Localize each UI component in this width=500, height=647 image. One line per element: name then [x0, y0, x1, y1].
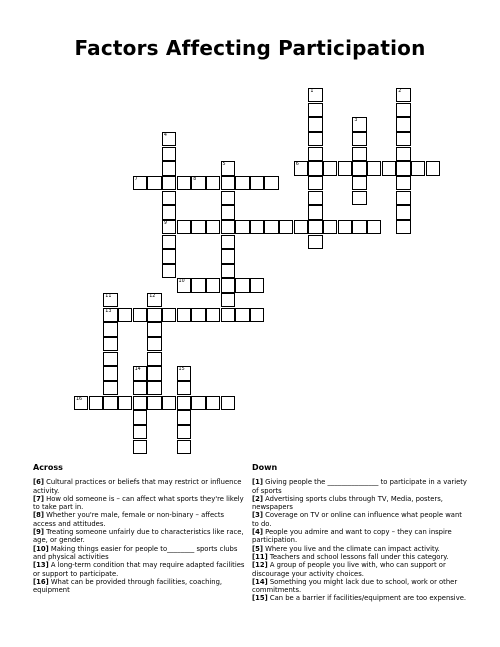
grid-cell[interactable] — [308, 103, 322, 117]
grid-cell[interactable] — [177, 366, 191, 380]
clue-number: 11 — [105, 294, 112, 300]
grid-cell[interactable] — [396, 103, 410, 117]
clue-label: [11] — [252, 552, 268, 561]
clue-label: [7] — [33, 494, 44, 503]
grid-cell[interactable] — [396, 147, 410, 161]
grid-cell[interactable] — [308, 220, 322, 234]
grid-cell[interactable] — [264, 220, 278, 234]
clue-text: Whether you're male, female or non-binary – affects access and attitudes. — [33, 511, 225, 528]
grid-cell[interactable] — [162, 396, 176, 410]
grid-cell[interactable] — [147, 293, 161, 307]
grid-cell[interactable] — [294, 220, 308, 234]
grid-cell[interactable] — [323, 161, 337, 175]
clue-number: 6 — [295, 162, 299, 168]
grid-cell[interactable] — [191, 176, 205, 190]
grid-cell[interactable] — [338, 220, 352, 234]
clue-text: Advertising sports clubs through TV, Media, posters, newspapers — [252, 494, 443, 512]
grid-cell[interactable] — [162, 161, 176, 175]
grid-cell[interactable] — [103, 366, 117, 380]
grid-cell[interactable] — [162, 235, 176, 249]
down-clue — [252, 511, 468, 528]
grid-cell[interactable] — [221, 191, 235, 205]
grid-cell[interactable] — [396, 176, 410, 190]
clue-text: Something you might lack due to school, work or other commitments. — [252, 577, 458, 595]
grid-cell[interactable] — [367, 161, 381, 175]
clue-number: 7 — [134, 176, 138, 182]
grid-cell[interactable] — [103, 381, 117, 395]
grid-cell[interactable] — [235, 308, 249, 322]
grid-cell[interactable] — [323, 220, 337, 234]
grid-cell[interactable] — [177, 220, 191, 234]
clue-label: [2] — [252, 494, 263, 503]
clue-text: Giving people the _______________ to participate in a variety of sports — [252, 478, 467, 495]
grid-cell[interactable] — [250, 176, 264, 190]
grid-cell[interactable] — [147, 322, 161, 336]
grid-cell[interactable] — [308, 117, 322, 131]
down-clue — [252, 578, 468, 595]
clue-label: [15] — [252, 594, 268, 603]
clue-text: A group of people you live with, who can support or discourage your activity choices. — [252, 561, 446, 578]
clue-label: [9] — [33, 528, 44, 537]
grid-cell[interactable] — [250, 308, 264, 322]
clue-number: 5 — [222, 162, 226, 168]
grid-cell[interactable] — [352, 117, 366, 131]
clue-number: 3 — [354, 118, 358, 124]
grid-cell[interactable] — [221, 176, 235, 190]
down-clue — [252, 495, 468, 512]
across-clue — [33, 578, 245, 595]
grid-cell[interactable] — [221, 161, 235, 175]
down-clue — [252, 594, 468, 602]
clue-text: Can be a barrier if facilities/equipment are too expensive. — [267, 594, 467, 603]
grid-cell[interactable] — [206, 278, 220, 292]
grid-cell[interactable] — [118, 396, 132, 410]
grid-cell[interactable] — [147, 176, 161, 190]
down-clue — [252, 478, 468, 495]
clue-text: Where you live and the climate can impact activity. — [262, 544, 440, 553]
grid-cell[interactable] — [133, 396, 147, 410]
grid-cell[interactable] — [396, 88, 410, 102]
clue-number: 9 — [163, 220, 167, 226]
grid-cell[interactable] — [382, 161, 396, 175]
down-clue — [252, 561, 468, 578]
puzzle-title: Factors Affecting Participation — [74, 36, 426, 60]
grid-cell[interactable] — [147, 337, 161, 351]
grid-cell[interactable] — [133, 425, 147, 439]
across-clue — [33, 478, 245, 495]
grid-cell[interactable] — [235, 220, 249, 234]
across-clue — [33, 511, 245, 528]
grid-cell[interactable] — [177, 278, 191, 292]
grid-cell[interactable] — [103, 308, 117, 322]
clue-number: 16 — [76, 396, 83, 402]
grid-cell[interactable] — [352, 191, 366, 205]
grid-cell[interactable] — [162, 205, 176, 219]
clue-text: Making things easier for people to________ sports clubs and physical activities — [33, 544, 238, 561]
clue-number: 10 — [178, 279, 185, 285]
clue-label: [13] — [33, 561, 49, 570]
grid-cell[interactable] — [206, 176, 220, 190]
grid-cell[interactable] — [162, 220, 176, 234]
grid-cell[interactable] — [250, 278, 264, 292]
clue-text: What can be provided through facilities, coaching, equipment — [33, 577, 223, 595]
grid-cell[interactable] — [264, 176, 278, 190]
grid-cell[interactable] — [177, 176, 191, 190]
grid-cell[interactable] — [308, 235, 322, 249]
grid-cell[interactable] — [133, 381, 147, 395]
grid-cell[interactable] — [221, 264, 235, 278]
down-heading: Down — [252, 463, 278, 472]
grid-cell[interactable] — [103, 396, 117, 410]
grid-cell[interactable] — [147, 396, 161, 410]
grid-cell[interactable] — [162, 132, 176, 146]
grid-cell[interactable] — [162, 147, 176, 161]
grid-cell[interactable] — [352, 161, 366, 175]
grid-cell[interactable] — [103, 293, 117, 307]
clue-number: 2 — [398, 89, 402, 94]
grid-cell[interactable] — [103, 337, 117, 351]
clue-number: 4 — [163, 132, 167, 138]
clue-label: [6] — [33, 478, 44, 487]
grid-cell[interactable] — [352, 147, 366, 161]
clue-number: 8 — [193, 176, 197, 182]
grid-cell[interactable] — [308, 176, 322, 190]
grid-cell[interactable] — [177, 308, 191, 322]
grid-cell[interactable] — [308, 191, 322, 205]
down-clue — [252, 545, 468, 553]
grid-cell[interactable] — [89, 396, 103, 410]
grid-cell[interactable] — [162, 264, 176, 278]
grid-cell[interactable] — [352, 176, 366, 190]
across-clue — [33, 495, 245, 512]
grid-cell[interactable] — [206, 220, 220, 234]
clue-number: 12 — [149, 294, 156, 300]
clue-label: [8] — [33, 511, 44, 520]
grid-cell[interactable] — [133, 308, 147, 322]
grid-cell[interactable] — [221, 396, 235, 410]
clue-number: 13 — [105, 308, 112, 314]
clue-text: Treating someone unfairly due to characteristics like race, age, or gender. — [33, 528, 244, 545]
grid-cell[interactable] — [352, 132, 366, 146]
grid-cell[interactable] — [177, 425, 191, 439]
grid-cell[interactable] — [147, 352, 161, 366]
down-clue — [252, 553, 468, 561]
grid-cell[interactable] — [177, 410, 191, 424]
grid-cell[interactable] — [103, 352, 117, 366]
clue-text: How old someone is – can affect what sports they're likely to take part in. — [33, 494, 244, 512]
grid-cell[interactable] — [221, 293, 235, 307]
grid-cell[interactable] — [133, 366, 147, 380]
grid-cell[interactable] — [221, 249, 235, 263]
clue-label: [4] — [252, 528, 263, 537]
down-clues — [252, 464, 468, 603]
grid-cell[interactable] — [177, 381, 191, 395]
grid-cell[interactable] — [308, 205, 322, 219]
clue-number: 14 — [134, 367, 141, 373]
grid-cell[interactable] — [221, 235, 235, 249]
grid-cell[interactable] — [352, 220, 366, 234]
grid-cell[interactable] — [294, 161, 308, 175]
clue-number: 15 — [178, 367, 185, 373]
grid-cell[interactable] — [162, 308, 176, 322]
grid-cell[interactable] — [396, 117, 410, 131]
grid-cell[interactable] — [396, 161, 410, 175]
grid-cell[interactable] — [308, 88, 322, 102]
grid-cell[interactable] — [133, 176, 147, 190]
grid-cell[interactable] — [177, 396, 191, 410]
grid-cell[interactable] — [235, 176, 249, 190]
clue-label: [3] — [252, 511, 263, 520]
clue-text: Teachers and school lessons fall under this category. — [267, 552, 449, 561]
grid-cell[interactable] — [221, 278, 235, 292]
grid-cell[interactable] — [279, 220, 293, 234]
grid-cell[interactable] — [133, 440, 147, 454]
clue-label: [1] — [252, 478, 263, 487]
grid-cell[interactable] — [338, 161, 352, 175]
grid-cell[interactable] — [177, 440, 191, 454]
down-clue — [252, 528, 468, 545]
across-clue — [33, 528, 245, 545]
across-heading: Across — [33, 463, 63, 472]
grid-cell[interactable] — [308, 161, 322, 175]
clue-label: [14] — [252, 577, 268, 586]
grid-cell[interactable] — [367, 220, 381, 234]
clue-number: 1 — [310, 89, 314, 94]
grid-cell[interactable] — [235, 278, 249, 292]
grid-cell[interactable] — [250, 220, 264, 234]
grid-cell[interactable] — [308, 147, 322, 161]
clue-text: A long-term condition that may require adapted facilities or support to participate. — [33, 561, 245, 578]
grid-cell[interactable] — [74, 396, 88, 410]
grid-cell[interactable] — [221, 308, 235, 322]
grid-cell[interactable] — [191, 278, 205, 292]
grid-cell[interactable] — [221, 220, 235, 234]
grid-cell[interactable] — [396, 132, 410, 146]
clue-label: [5] — [252, 544, 263, 553]
grid-cell[interactable] — [206, 308, 220, 322]
grid-cell[interactable] — [221, 205, 235, 219]
grid-cell[interactable] — [147, 308, 161, 322]
across-clues — [33, 464, 245, 594]
across-clue — [33, 561, 245, 578]
grid-cell[interactable] — [308, 132, 322, 146]
grid-cell[interactable] — [426, 161, 440, 175]
across-clue — [33, 545, 245, 562]
grid-cell[interactable] — [162, 249, 176, 263]
grid-cell[interactable] — [147, 381, 161, 395]
grid-cell[interactable] — [133, 410, 147, 424]
grid-cell[interactable] — [396, 220, 410, 234]
grid-cell[interactable] — [147, 366, 161, 380]
clue-label: [16] — [33, 577, 49, 586]
grid-cell[interactable] — [162, 191, 176, 205]
grid-cell[interactable] — [206, 396, 220, 410]
clue-label: [10] — [33, 544, 49, 553]
clue-text: Coverage on TV or online can influence what people want to do. — [252, 511, 462, 528]
grid-cell[interactable] — [411, 161, 425, 175]
clue-text: Cultural practices or beliefs that may restrict or influence activity. — [33, 478, 242, 495]
clue-label: [12] — [252, 561, 268, 570]
grid-cell[interactable] — [162, 176, 176, 190]
grid-cell[interactable] — [191, 220, 205, 234]
grid-cell[interactable] — [396, 205, 410, 219]
grid-cell[interactable] — [396, 191, 410, 205]
grid-cell[interactable] — [191, 308, 205, 322]
grid-cell[interactable] — [118, 308, 132, 322]
grid-cell[interactable] — [103, 322, 117, 336]
clue-text: People you admire and want to copy – they can inspire participation. — [252, 528, 452, 545]
grid-cell[interactable] — [191, 396, 205, 410]
